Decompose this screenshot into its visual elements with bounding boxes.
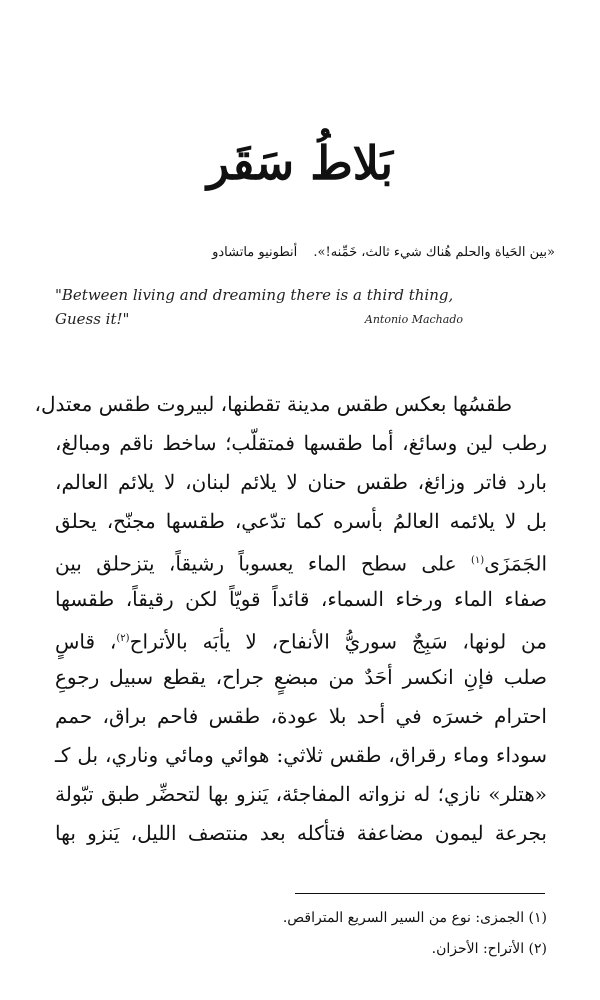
body-line: طقسُها بعكس طقس مدينة تقطنها، لبيروت طقس معتدل، [34, 392, 512, 416]
body-line-start: من لونها، سَبِجٌ سوريُّ الأنفاح، لا يأبَه بالأتراح [129, 629, 547, 654]
epigraph-english-author: Antonio Machado [364, 313, 463, 326]
epigraph-arabic [55, 243, 555, 263]
body-text [34, 385, 547, 853]
body-line: «هتلر» نازي؛ له نزواته المفاجئة، يَنزو بها لتحضِّر طبق تبّولة [55, 782, 547, 806]
body-line-rest: ، قاسٍ [55, 629, 117, 654]
body-line [55, 619, 547, 658]
body-line: بجرعة ليمون مضاعفة فتأكله بعد منتصف الليل، يَنزو بها [55, 821, 547, 845]
body-line: بارد فاتر وزائغ، طقس حنان لا يلائم لبنان، لا يلائم العالم، [55, 470, 547, 494]
body-line-rest: على سطح الماء يعسوباً رشيقاً، يتزحلق بين [55, 551, 471, 576]
footnote-ref: (٢) [116, 633, 130, 644]
epigraph-english-line-2: Guess it!" [55, 310, 130, 328]
footnote-ref: (١) [471, 555, 485, 566]
body-line: صلب فإنِ انكسر أحَدٌ من مبضعٍ جراح، يقطع سبيل رجوعِ [55, 665, 547, 689]
body-line: احترام خسرَه في أحد بلا عودة، طقس فاحم براق، حمم [55, 704, 547, 728]
body-line: صفاء الماء ورخاء السماء، قائداً قويّاً لكن رقيقاً، طقسها [55, 587, 547, 611]
epigraph-arabic-author: أنطونيو ماتشادو [212, 245, 298, 260]
footnote-2: (٢) الأتراح: الأحزان. [431, 941, 547, 957]
epigraph-arabic-quote: «بين الحَياة والحلم هُناك شيء ثالث، خَمِّنه!». [313, 245, 555, 260]
glossed-word: الجَمَزَى [484, 551, 547, 576]
body-line [55, 541, 547, 580]
body-line: رطب لين وسائغ، أما طقسها فمتقلّب؛ ساخط ناقم ومبالغ، [55, 431, 547, 455]
chapter-title: بَلاطُ سَقَر [207, 136, 393, 190]
body-line: سوداء وماء رقراق، طقس ثلاثي: هوائي ومائي وناري، بل كـ [55, 743, 547, 767]
epigraph-english [55, 283, 485, 331]
footnote-1: (١) الجمزى: نوع من السير السريع المتراقص. [282, 910, 547, 926]
epigraph-english-line-1: "Between living and dreaming there is a third thing, [55, 286, 454, 304]
footnote-divider [295, 893, 545, 894]
body-line: بل لا يلائمه العالمُ بأسره كما تدّعي، طقسها مجنّح، يحلق [55, 509, 547, 533]
footnotes [55, 903, 547, 965]
